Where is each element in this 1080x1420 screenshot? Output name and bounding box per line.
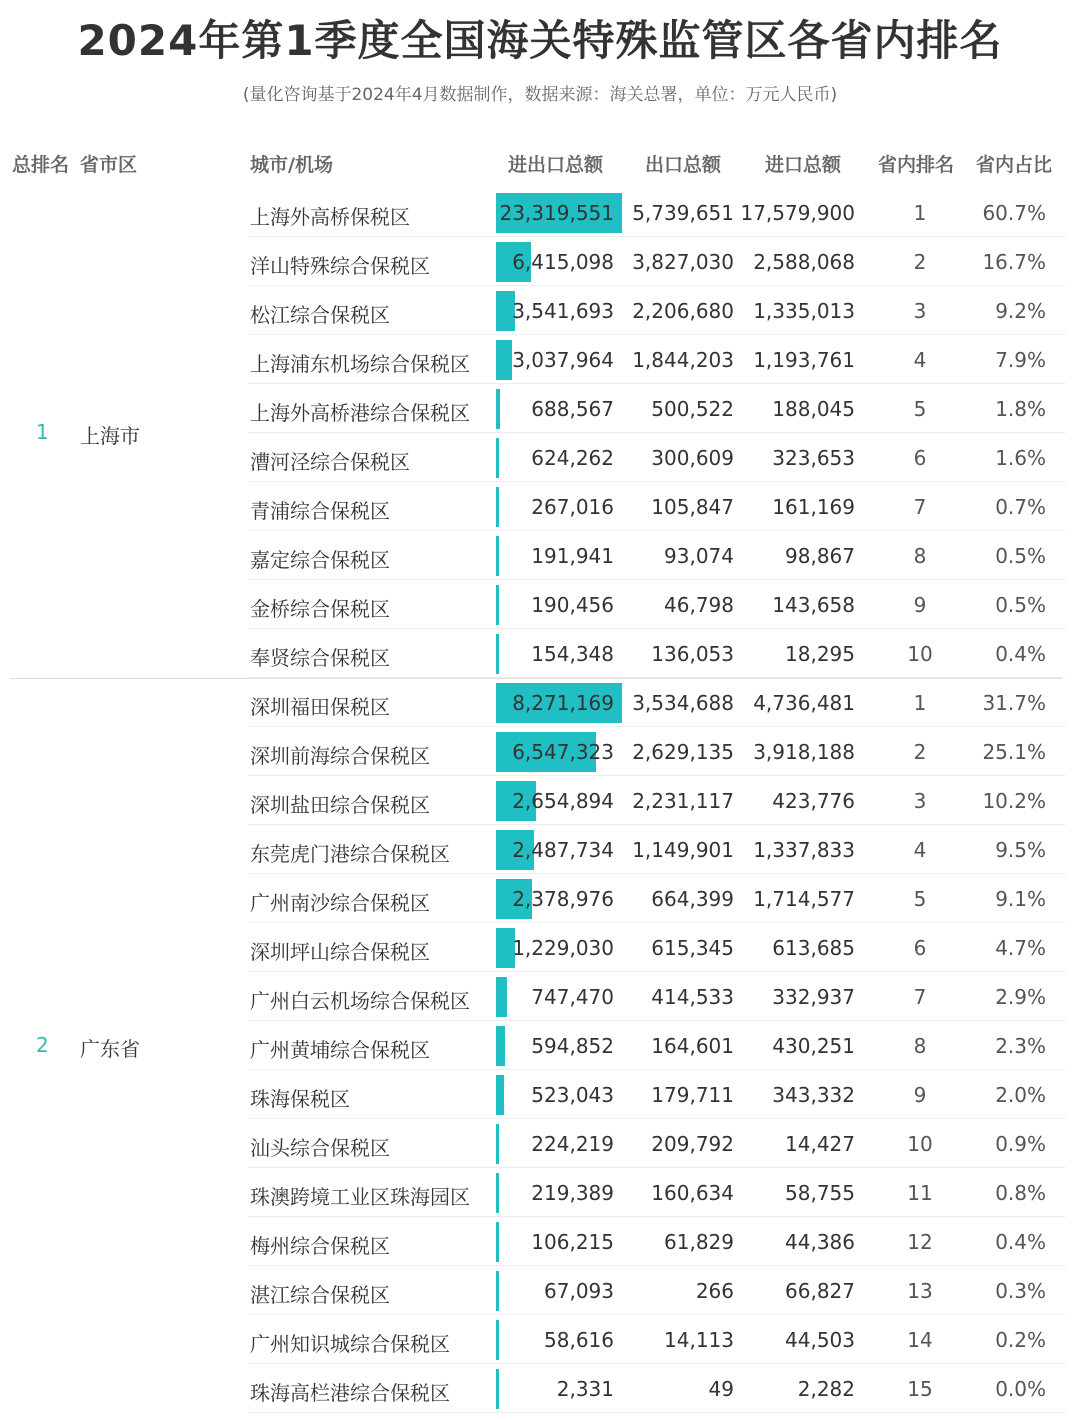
total-value: 747,470	[531, 985, 614, 1009]
import-value: 1,193,761	[753, 348, 855, 372]
table-header	[0, 150, 1080, 180]
export-value: 300,609	[651, 446, 734, 470]
zone-name: 洋山特殊综合保税区	[250, 254, 430, 278]
import-value: 18,295	[785, 642, 855, 666]
zone-name: 湛江综合保税区	[250, 1283, 390, 1307]
zone-name: 漕河泾综合保税区	[250, 450, 410, 474]
table-row	[0, 1266, 1080, 1315]
table-row	[0, 580, 1080, 629]
export-value: 209,792	[651, 1132, 734, 1156]
province-rank: 3	[913, 299, 927, 323]
table-row	[0, 874, 1080, 923]
total-value: 3,037,964	[512, 348, 614, 372]
table-row	[0, 1119, 1080, 1168]
total-value: 6,547,323	[512, 740, 614, 764]
table-row	[0, 776, 1080, 825]
import-value: 430,251	[772, 1034, 855, 1058]
import-value: 1,335,013	[753, 299, 855, 323]
total-value: 58,616	[544, 1328, 614, 1352]
table-row	[0, 433, 1080, 482]
table-row	[0, 972, 1080, 1021]
import-value: 66,827	[785, 1279, 855, 1303]
chart-title: 2024年第1季度全国海关特殊监管区各省内排名	[77, 16, 1003, 65]
province-share: 0.5%	[995, 544, 1046, 568]
province-share: 0.5%	[995, 593, 1046, 617]
table-row	[0, 825, 1080, 874]
export-value: 93,074	[664, 544, 734, 568]
table-row	[0, 923, 1080, 972]
total-value: 594,852	[531, 1034, 614, 1058]
group-province: 广东省	[80, 1036, 140, 1061]
total-value: 2,654,894	[512, 789, 614, 813]
total-bar	[496, 1271, 499, 1311]
total-bar	[496, 1026, 505, 1066]
province-rank: 2	[913, 250, 927, 274]
zone-name: 上海外高桥保税区	[250, 205, 410, 229]
table-row	[0, 384, 1080, 433]
province-share: 2.3%	[995, 1034, 1046, 1058]
table-row	[0, 1070, 1080, 1119]
import-value: 2,588,068	[753, 250, 855, 274]
total-bar	[496, 1320, 499, 1360]
province-rank: 5	[913, 397, 927, 421]
table-row	[0, 335, 1080, 384]
province-rank: 5	[913, 887, 927, 911]
province-share: 0.8%	[995, 1181, 1046, 1205]
export-value: 1,149,901	[632, 838, 734, 862]
province-rank: 4	[913, 838, 927, 862]
total-bar	[496, 1075, 504, 1115]
zone-name: 汕头综合保税区	[250, 1136, 390, 1160]
import-value: 3,918,188	[753, 740, 855, 764]
import-value: 4,736,481	[753, 691, 855, 715]
total-value: 23,319,551	[499, 201, 614, 225]
zone-name: 广州黄埔综合保税区	[250, 1038, 430, 1062]
total-bar	[496, 634, 499, 674]
export-value: 500,522	[651, 397, 734, 421]
total-value: 224,219	[531, 1132, 614, 1156]
zone-name: 深圳前海综合保税区	[250, 744, 430, 768]
total-bar	[496, 536, 499, 576]
total-value: 2,331	[556, 1377, 614, 1401]
province-rank: 8	[913, 544, 927, 568]
import-value: 2,282	[797, 1377, 855, 1401]
province-share: 0.0%	[995, 1377, 1046, 1401]
group-overall-rank: 1	[36, 420, 49, 444]
export-value: 61,829	[664, 1230, 734, 1254]
table-row	[0, 678, 1080, 727]
import-value: 332,937	[772, 985, 855, 1009]
export-value: 2,629,135	[632, 740, 734, 764]
province-rank: 10	[907, 1132, 933, 1156]
header-import: 进口总额	[765, 154, 842, 176]
export-value: 160,634	[651, 1181, 734, 1205]
table-row	[0, 1168, 1080, 1217]
zone-name: 金桥综合保税区	[250, 597, 390, 621]
province-share: 0.2%	[995, 1328, 1046, 1352]
province-share: 25.1%	[982, 740, 1046, 764]
zone-name: 松江综合保税区	[250, 303, 390, 327]
province-share: 9.2%	[995, 299, 1046, 323]
zone-name: 梅州综合保税区	[250, 1234, 390, 1258]
import-value: 1,714,577	[753, 887, 855, 911]
table-row	[0, 1217, 1080, 1266]
zone-name: 深圳坪山综合保税区	[250, 940, 430, 964]
export-value: 136,053	[651, 642, 734, 666]
province-rank: 3	[913, 789, 927, 813]
zone-name: 珠海高栏港综合保税区	[250, 1381, 450, 1405]
province-share: 2.9%	[995, 985, 1046, 1009]
import-value: 423,776	[772, 789, 855, 813]
import-value: 44,386	[785, 1230, 855, 1254]
table-row	[0, 237, 1080, 286]
export-value: 5,739,651	[632, 201, 734, 225]
province-share: 0.9%	[995, 1132, 1046, 1156]
province-rank: 9	[913, 593, 927, 617]
province-rank: 13	[907, 1279, 933, 1303]
zone-name: 深圳盐田综合保税区	[250, 793, 430, 817]
export-value: 1,844,203	[632, 348, 734, 372]
total-value: 2,378,976	[512, 887, 614, 911]
export-value: 105,847	[651, 495, 734, 519]
export-value: 46,798	[664, 593, 734, 617]
header-prov-share: 省内占比	[976, 154, 1053, 176]
zone-name: 深圳福田保税区	[250, 695, 390, 719]
total-value: 190,456	[531, 593, 614, 617]
province-rank: 7	[913, 495, 927, 519]
zone-name: 珠澳跨境工业区珠海园区	[250, 1185, 470, 1209]
province-share: 1.6%	[995, 446, 1046, 470]
total-bar	[496, 1124, 499, 1164]
total-value: 8,271,169	[512, 691, 614, 715]
table-row	[0, 1364, 1080, 1413]
export-value: 2,231,117	[632, 789, 734, 813]
total-value: 191,941	[531, 544, 614, 568]
total-bar	[496, 585, 499, 625]
import-value: 161,169	[772, 495, 855, 519]
export-value: 49	[708, 1377, 734, 1401]
total-value: 219,389	[531, 1181, 614, 1205]
province-share: 0.3%	[995, 1279, 1046, 1303]
zone-name: 嘉定综合保税区	[250, 548, 390, 572]
zone-name: 广州南沙综合保税区	[250, 891, 430, 915]
province-share: 31.7%	[982, 691, 1046, 715]
total-value: 1,229,030	[512, 936, 614, 960]
total-value: 3,541,693	[512, 299, 614, 323]
export-value: 266	[695, 1279, 734, 1303]
export-value: 179,711	[651, 1083, 734, 1107]
province-share: 1.8%	[995, 397, 1046, 421]
zone-name: 青浦综合保税区	[250, 499, 390, 523]
row-separator	[248, 1412, 1066, 1413]
zone-name: 上海浦东机场综合保税区	[250, 352, 470, 376]
province-share: 16.7%	[982, 250, 1046, 274]
province-share: 2.0%	[995, 1083, 1046, 1107]
import-value: 98,867	[785, 544, 855, 568]
export-value: 14,113	[664, 1328, 734, 1352]
total-value: 6,415,098	[512, 250, 614, 274]
province-share: 9.5%	[995, 838, 1046, 862]
province-share: 0.4%	[995, 642, 1046, 666]
total-bar	[496, 389, 500, 429]
province-rank: 11	[907, 1181, 933, 1205]
total-value: 267,016	[531, 495, 614, 519]
total-value: 106,215	[531, 1230, 614, 1254]
total-bar	[496, 1173, 499, 1213]
province-rank: 6	[913, 446, 927, 470]
import-value: 44,503	[785, 1328, 855, 1352]
group-overall-rank: 2	[36, 1032, 49, 1057]
total-value: 154,348	[531, 642, 614, 666]
import-value: 613,685	[772, 936, 855, 960]
total-bar	[496, 977, 507, 1017]
group-province: 上海市	[80, 424, 140, 448]
table-row	[0, 1021, 1080, 1070]
export-value: 164,601	[651, 1034, 734, 1058]
header-city: 城市/机场	[250, 154, 333, 176]
zone-name: 广州白云机场综合保税区	[250, 989, 470, 1013]
province-rank: 14	[907, 1328, 933, 1352]
province-rank: 8	[913, 1034, 927, 1058]
table-row	[0, 188, 1080, 237]
province-share: 0.7%	[995, 495, 1046, 519]
export-value: 3,534,688	[632, 691, 734, 715]
province-share: 0.4%	[995, 1230, 1046, 1254]
zone-name: 珠海保税区	[250, 1087, 350, 1111]
province-share: 60.7%	[982, 201, 1046, 225]
export-value: 3,827,030	[632, 250, 734, 274]
province-rank: 10	[907, 642, 933, 666]
table-row	[0, 531, 1080, 580]
export-value: 2,206,680	[632, 299, 734, 323]
total-value: 624,262	[531, 446, 614, 470]
table-row	[0, 727, 1080, 776]
zone-name: 广州知识城综合保税区	[250, 1332, 450, 1356]
import-value: 188,045	[772, 397, 855, 421]
export-value: 615,345	[651, 936, 734, 960]
table-row	[0, 629, 1080, 678]
import-value: 343,332	[772, 1083, 855, 1107]
province-share: 7.9%	[995, 348, 1046, 372]
total-bar	[496, 1222, 499, 1262]
import-value: 58,755	[785, 1181, 855, 1205]
province-rank: 7	[913, 985, 927, 1009]
province-rank: 9	[913, 1083, 927, 1107]
province-rank: 12	[907, 1230, 933, 1254]
table-row	[0, 1315, 1080, 1364]
total-bar	[496, 487, 499, 527]
total-bar	[496, 1369, 499, 1409]
province-rank: 6	[913, 936, 927, 960]
import-value: 17,579,900	[740, 201, 855, 225]
header-prov-rank: 省内排名	[878, 154, 955, 176]
export-value: 664,399	[651, 887, 734, 911]
zone-name: 奉贤综合保税区	[250, 646, 390, 670]
header-total: 进出口总额	[508, 154, 604, 176]
total-bar	[496, 438, 499, 478]
export-value: 414,533	[651, 985, 734, 1009]
header-export: 出口总额	[645, 154, 722, 176]
province-rank: 15	[907, 1377, 933, 1401]
total-value: 688,567	[531, 397, 614, 421]
zone-name: 东莞虎门港综合保税区	[250, 842, 450, 866]
header-province: 省市区	[80, 154, 138, 176]
total-value: 523,043	[531, 1083, 614, 1107]
province-rank: 4	[913, 348, 927, 372]
province-share: 4.7%	[995, 936, 1046, 960]
import-value: 1,337,833	[753, 838, 855, 862]
table-row	[0, 286, 1080, 335]
table-row	[0, 482, 1080, 531]
province-rank: 1	[913, 201, 927, 225]
total-value: 2,487,734	[512, 838, 614, 862]
province-share: 9.1%	[995, 887, 1046, 911]
province-share: 10.2%	[982, 789, 1046, 813]
total-bar	[496, 340, 512, 380]
province-rank: 2	[913, 740, 927, 764]
import-value: 323,653	[772, 446, 855, 470]
chart-subtitle: (量化咨询基于2024年4月数据制作，数据来源：海关总署，单位：万元人民币)	[242, 85, 838, 105]
import-value: 14,427	[785, 1132, 855, 1156]
zone-name: 上海外高桥港综合保税区	[250, 401, 470, 425]
header-overall-rank: 总排名	[12, 154, 70, 176]
import-value: 143,658	[772, 593, 855, 617]
province-rank: 1	[913, 691, 927, 715]
total-value: 67,093	[544, 1279, 614, 1303]
